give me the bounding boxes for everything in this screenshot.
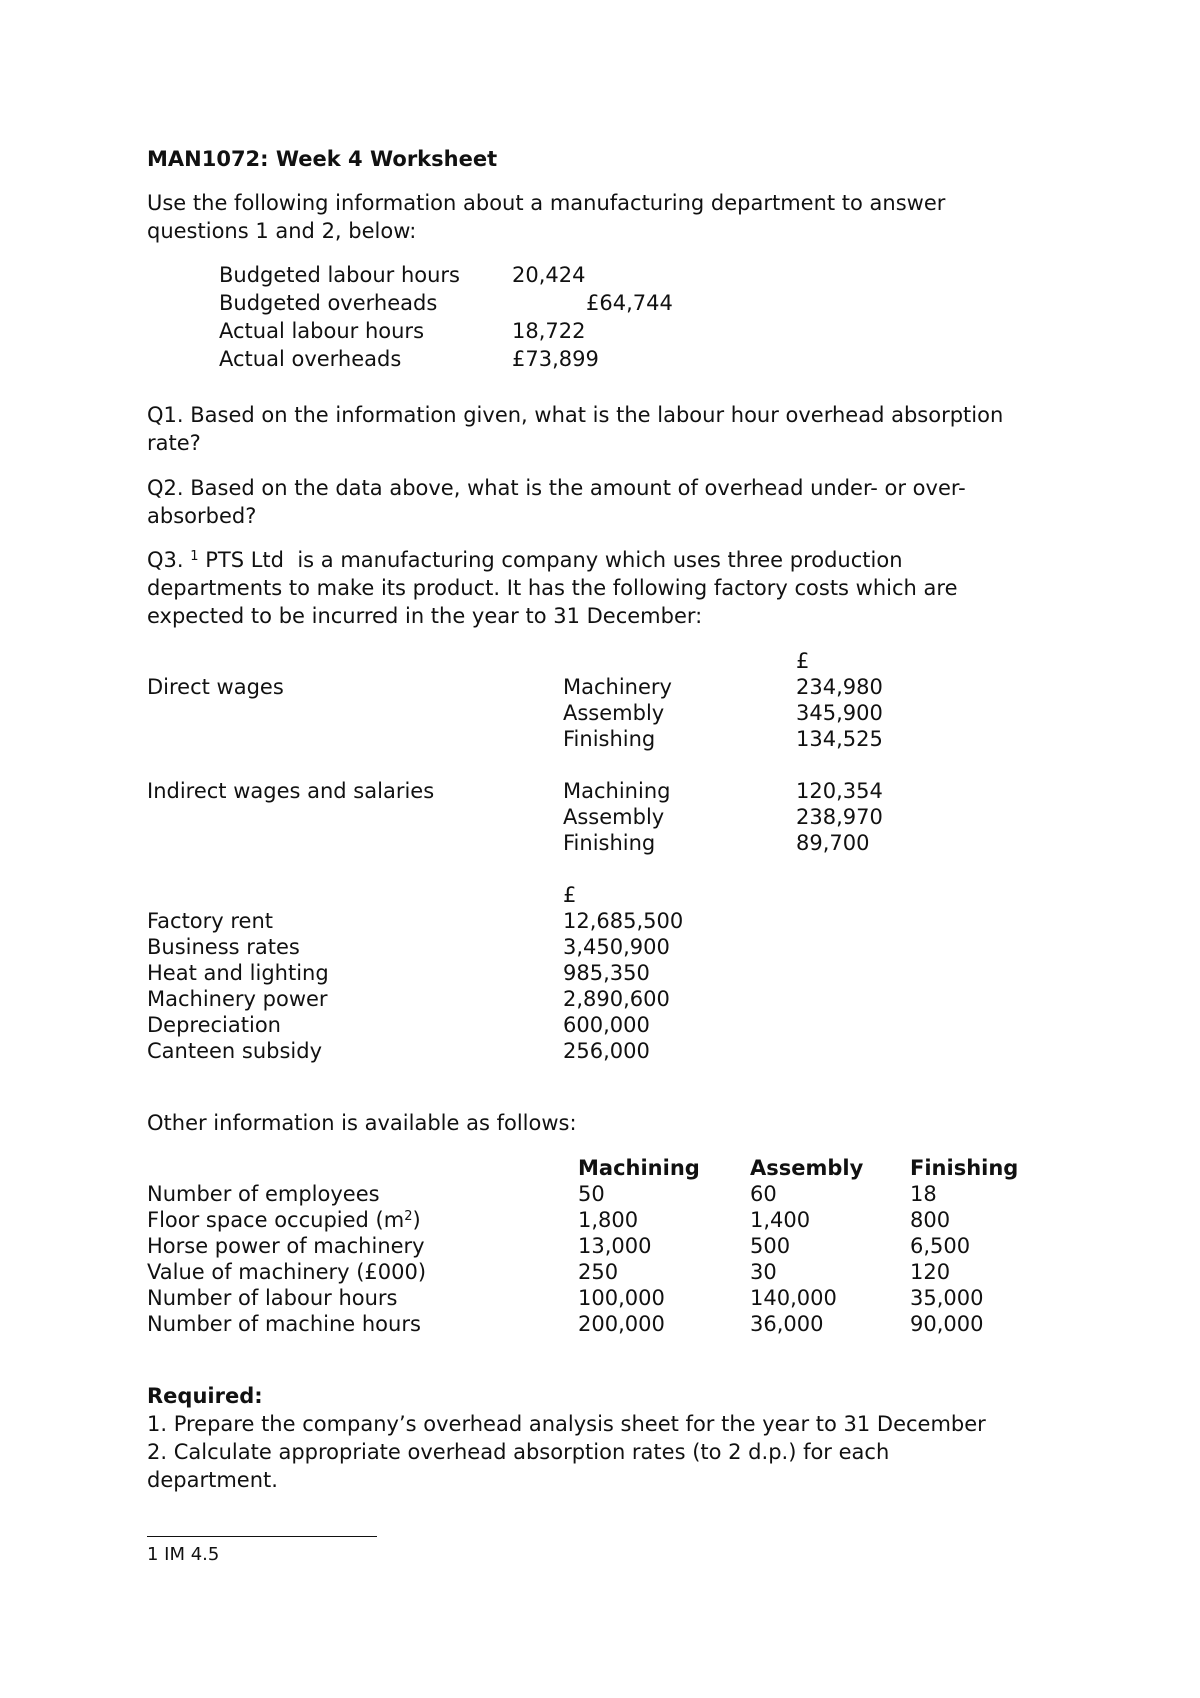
wages-dept: Finishing — [563, 831, 656, 855]
info-cell: 200,000 — [578, 1312, 665, 1336]
cost-label: Factory rent — [147, 909, 274, 933]
info-row-label — [147, 1207, 421, 1233]
budget-label: Budgeted labour hours — [219, 263, 460, 287]
budget-value: 18,722 — [512, 319, 586, 343]
question-1-line2: rate? — [147, 431, 201, 455]
indirect-wages-label: Indirect wages and salaries — [147, 779, 435, 803]
wages-value: 120,354 — [796, 779, 883, 803]
info-cell: 36,000 — [750, 1312, 824, 1336]
wages-dept: Finishing — [563, 727, 656, 751]
info-cell: 140,000 — [750, 1286, 837, 1310]
wages-value: 134,525 — [796, 727, 883, 751]
question-3-text: PTS Ltd is a manufacturing company which uses three production — [198, 548, 903, 572]
required-item-1: 1. Prepare the company’s overhead analysis sheet for the year to 31 December — [147, 1412, 986, 1436]
wages-dept: Assembly — [563, 701, 665, 725]
cost-label: Depreciation — [147, 1013, 281, 1037]
cost-label: Machinery power — [147, 987, 328, 1011]
required-heading: Required: — [147, 1384, 263, 1408]
info-cell: 50 — [578, 1182, 605, 1206]
info-cell: 1,800 — [578, 1208, 639, 1232]
cost-value: 256,000 — [563, 1039, 650, 1063]
cost-value: 600,000 — [563, 1013, 650, 1037]
dept-header: Assembly — [750, 1156, 864, 1180]
direct-wages-label: Direct wages — [147, 675, 284, 699]
cost-label: Canteen subsidy — [147, 1039, 323, 1063]
wages-value: 238,970 — [796, 805, 883, 829]
info-cell: 90,000 — [910, 1312, 984, 1336]
info-cell: 13,000 — [578, 1234, 652, 1258]
cost-label: Business rates — [147, 935, 300, 959]
required-item-2-line1: 2. Calculate appropriate overhead absorption rates (to 2 d.p.) for each — [147, 1440, 890, 1464]
wages-value: 89,700 — [796, 831, 870, 855]
cost-value: 3,450,900 — [563, 935, 670, 959]
wages-dept: Machinery — [563, 675, 672, 699]
info-cell: 120 — [910, 1260, 951, 1284]
intro-text-line1: Use the following information about a manufacturing department to answer — [147, 191, 946, 215]
question-1-line1: Q1. Based on the information given, what is the labour hour overhead absorption — [147, 403, 1004, 427]
required-item-2-line2: department. — [147, 1468, 278, 1492]
currency-header: £ — [796, 649, 810, 673]
info-row-label: Number of machine hours — [147, 1312, 421, 1336]
info-cell: 250 — [578, 1260, 619, 1284]
dept-header: Machining — [578, 1156, 700, 1180]
footnote-reference: 1 — [190, 549, 199, 564]
wages-value: 345,900 — [796, 701, 883, 725]
currency-header: £ — [563, 883, 577, 907]
budget-label: Actual labour hours — [219, 319, 425, 343]
cost-value: 985,350 — [563, 961, 650, 985]
info-cell: 100,000 — [578, 1286, 665, 1310]
info-row-label-text: Floor space occupied (m — [147, 1208, 405, 1232]
info-row-label: Number of employees — [147, 1182, 380, 1206]
info-cell: 18 — [910, 1182, 937, 1206]
question-2-line1: Q2. Based on the data above, what is the amount of overhead under- or over- — [147, 476, 966, 500]
info-cell: 6,500 — [910, 1234, 971, 1258]
footnote-separator — [147, 1536, 377, 1537]
dept-header: Finishing — [910, 1156, 1019, 1180]
cost-value: 12,685,500 — [563, 909, 684, 933]
info-row-label-end: ) — [412, 1208, 421, 1232]
budget-value: 20,424 — [512, 263, 586, 287]
question-3-prefix: Q3. — [147, 548, 184, 572]
info-cell: 60 — [750, 1182, 777, 1206]
budget-label: Budgeted overheads — [219, 291, 438, 315]
question-3-line3: expected to be incurred in the year to 31 December: — [147, 604, 703, 628]
info-cell: 1,400 — [750, 1208, 811, 1232]
superscript: 2 — [404, 1209, 413, 1224]
info-cell: 35,000 — [910, 1286, 984, 1310]
wages-value: 234,980 — [796, 675, 883, 699]
info-row-label: Value of machinery (£000) — [147, 1260, 427, 1284]
other-info-label: Other information is available as follows: — [147, 1111, 577, 1135]
info-row-label: Horse power of machinery — [147, 1234, 425, 1258]
info-cell: 30 — [750, 1260, 777, 1284]
cost-value: 2,890,600 — [563, 987, 670, 1011]
info-cell: 800 — [910, 1208, 951, 1232]
intro-text-line2: questions 1 and 2, below: — [147, 219, 417, 243]
info-cell: 500 — [750, 1234, 791, 1258]
budget-value: £64,744 — [586, 291, 673, 315]
cost-label: Heat and lighting — [147, 961, 329, 985]
budget-label: Actual overheads — [219, 347, 402, 371]
budget-value: £73,899 — [512, 347, 599, 371]
wages-dept: Assembly — [563, 805, 665, 829]
wages-dept: Machining — [563, 779, 671, 803]
question-3-line2: departments to make its product. It has the following factory costs which are — [147, 576, 958, 600]
question-3-line1 — [147, 547, 903, 573]
question-2-line2: absorbed? — [147, 504, 257, 528]
page-title: MAN1072: Week 4 Worksheet — [147, 147, 498, 171]
footnote-text: 1 IM 4.5 — [147, 1544, 220, 1565]
info-row-label: Number of labour hours — [147, 1286, 398, 1310]
